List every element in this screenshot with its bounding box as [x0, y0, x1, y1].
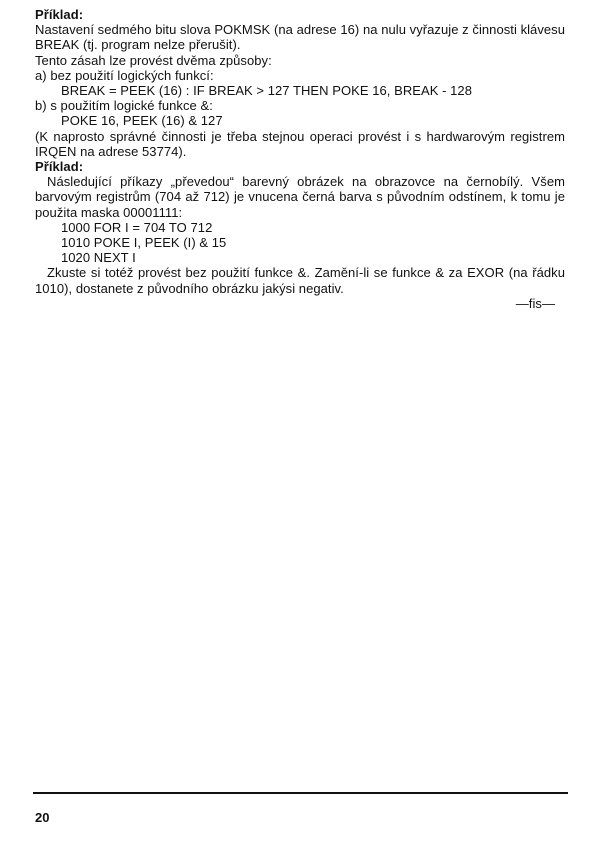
paragraph-exor-note: Zkuste si totéž provést bez použití funkce &. Zamění-li se funkce & za EXOR (na řádku 1010), dostanete z původního obrázku jakýsi negativ.	[35, 265, 565, 296]
paragraph-pokmsk: Nastavení sedmého bitu slova POKMSK (na adrese 16) na nulu vyřazuje z činnosti klávesu BREAK (tj. program nelze přerušit).	[35, 22, 565, 53]
paragraph-irqen-note: (K naprosto správné činnosti je třeba stejnou operaci provést i s hardwarovým registrem IRQEN na adrese 53774).	[35, 128, 565, 159]
footer-rule	[33, 792, 568, 794]
code-line-1020: 1020 NEXT I	[61, 250, 136, 266]
author-signature: —fis—	[515, 295, 555, 311]
paragraph-color-intro: Následující příkazy „převedou“ barevný obrázek na obrazovce na černobílý. Všem barvovým registrům (704 až 712) je vnucena černá barva s původním odstínem, k tomu je použita maska 00001111:	[35, 174, 565, 220]
option-a-label: a) bez použití logických funkcí:	[35, 67, 214, 83]
code-line-1000: 1000 FOR I = 704 TO 712	[61, 219, 213, 235]
example-heading-2: Příklad:	[35, 159, 84, 175]
example-heading-1: Příklad:	[35, 7, 84, 22]
page-content	[35, 7, 565, 311]
page-number: 20	[35, 810, 50, 825]
code-line-1010: 1010 POKE I, PEEK (I) & 15	[61, 235, 227, 251]
code-line-break: BREAK = PEEK (16) : IF BREAK > 127 THEN POKE 16, BREAK - 128	[61, 83, 472, 99]
code-line-poke: POKE 16, PEEK (16) & 127	[61, 113, 223, 129]
paragraph-two-ways: Tento zásah lze provést dvěma způsoby:	[35, 52, 272, 68]
option-b-label: b) s použitím logické funkce &:	[35, 98, 213, 114]
